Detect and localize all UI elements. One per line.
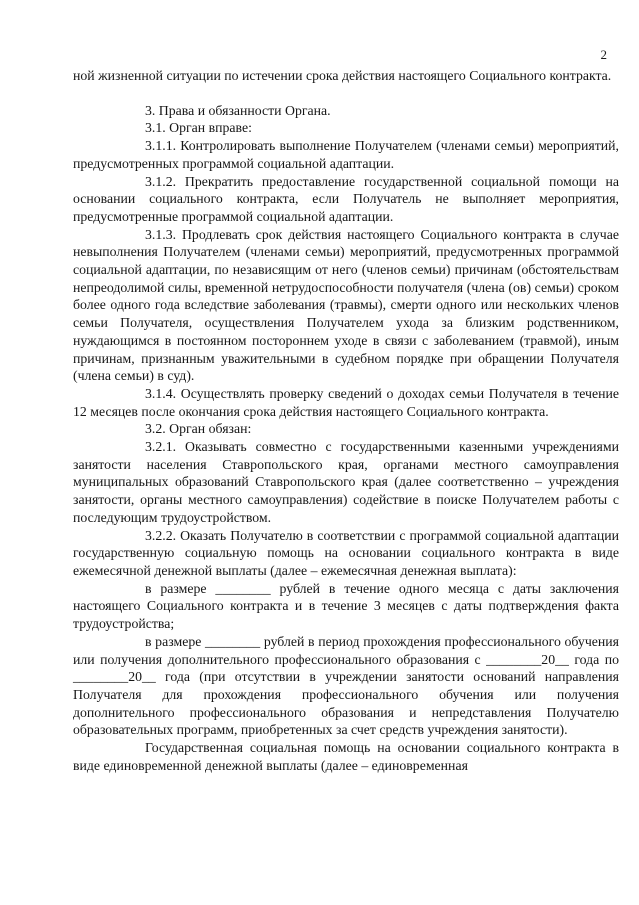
paragraph: 3.1.2. Прекратить предоставление государственной социальной помощи на основании социального контракта, если Получатель не выполняет мероприятия, предусмотренные программой социальной адаптации. [73,173,619,224]
subsection-heading: 3.2. Орган обязан: [145,421,252,437]
paragraph: 3.1.1. Контролировать выполнение Получателем (членами семьи) мероприятий, предусмотренных программой социальной адаптации. [73,138,619,171]
paragraph-continuation: ной жизненной ситуации по истечении срока действия настоящего Социального контракта. [73,68,612,83]
page-number: 2 [600,47,607,62]
paragraph: 3.2.1. Оказывать совместно с государственными казенными учреждениями занятости населения Ставропольского края, органами местного самоуправления муниципальных образований Ставропольского края (далее соответственно – учреждения занятости, органы местного самоуправления) содействие в поиске Получателем работы с последующим трудоустройством. [73,439,619,525]
paragraph: 3.1.4. Осуществлять проверку сведений о доходах семьи Получателя в течение 12 месяцев после окончания срока действия настоящего Социального контракта. [73,385,619,419]
paragraph: в размере ________ рублей в течение одного месяца с даты заключения настоящего Социального контракта и в течение 3 месяцев с даты подтверждения факта трудоустройства; [73,580,619,632]
document-body [73,67,619,774]
paragraph: 3.1.3. Продлевать срок действия настоящего Социального контракта в случае невыполнения Получателем (членами семьи) мероприятий, предусмотренных программой социальной адаптации, по независящим от него (членов семьи) причинам (обстоятельствам непреодолимой силы, временной нетрудоспособности получателя (члена (ов) семьи) сроком более одного года вследствие заболевания (травмы), смерти одного или нескольких членов семьи Получателя, осуществления Получателем ухода за близким родственником, нуждающимся в постоянном постороннем уходе в связи с заболеванием (травмой), иным причинам, признанным уважительными в судебном порядке при обращении Получателя (члена семьи) в суд). [73,226,619,384]
subsection-heading: 3.1. Орган вправе: [145,120,252,136]
paragraph: в размере ________ рублей в период прохождения профессионального обучения или получения дополнительного профессионального образования с ________20__ года по ________20__ года (при отсутствии в учреждении занятости оснований направления Получателя для прохождения профессионального обучения или получения дополнительного профессионального образования и непредставления Получателю образовательных программ, приобретенных за счет средств учреждения занятости). [73,633,619,738]
section-heading: 3. Права и обязанности Органа. [145,102,331,118]
paragraph: 3.2.2. Оказать Получателю в соответствии с программой социальной адаптации государственную социальную помощь на основании социального контракта в виде ежемесячной денежной выплаты (далее – ежемесячная денежная выплата): [73,527,619,578]
paragraph: Государственная социальная помощь на основании социального контракта в виде единовременной денежной выплаты (далее – единовременная [73,740,619,773]
